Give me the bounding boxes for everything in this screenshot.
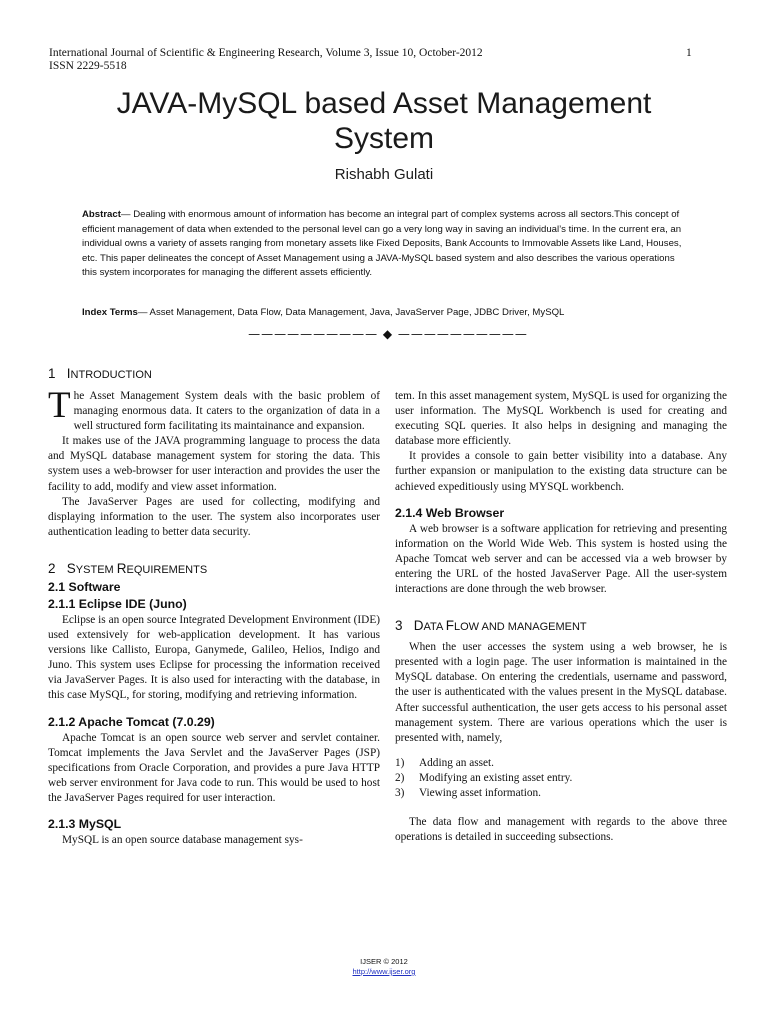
copyright: IJSER © 2012 [360,957,408,966]
list-item [395,771,727,786]
intro-paragraph-2: It makes use of the JAVA programming language to process the data and MySQL database management system for storing the data. This system uses a web-browser for user interaction and provides the user the facility to add, modify and view asset information. [48,435,380,493]
drop-cap: T [48,385,71,426]
section-3-initial-1: D [413,618,424,634]
list-item-number: 1) [395,756,405,769]
right-column [395,389,727,845]
title-line-2: System [333,122,435,155]
mysql-paragraph-cont: tem. In this asset management system, MySQL is used for organizing the user information. The MySQL Workbench is used for creating and executing SQL queries. It also helps in designing and managing the database more efficiently. [395,390,727,448]
subsection-2-1-2: 2.1.2 Apache Tomcat (7.0.29) [48,714,215,729]
section-divider: —————————— ◆ —————————— [248,327,528,341]
browser-paragraph: A web browser is a software application for retrieving and presenting information on the World Wide Web. This system is hosted using the Apache Tomcat web server and can be accessed via a web browser by entering the URL of the hosted JavaServer Page. All the user-system interactions are done through the web browser. [395,522,727,596]
list-item-number: 2) [395,771,405,784]
list-item-text: Modifying an existing asset entry. [419,771,573,784]
section-3-number: 3 [395,618,403,634]
section-1-heading [48,365,380,384]
section-2-number: 2 [48,560,56,576]
list-item-text: Viewing asset information. [419,786,541,799]
subsection-2-1: 2.1 Software [48,579,121,594]
section-1-number: 1 [48,366,56,381]
intro-paragraph-3: The JavaServer Pages are used for collecting, modifying and displaying information to the user. The system also incorporates user authentication leading to better data security. [48,495,380,538]
subsection-2-1-3: 2.1.3 MySQL [48,816,122,831]
section-1-title-initial: I [66,366,71,381]
mysql-paragraph-2: It provides a console to gain better visibility into a database. Any further expansion or manipulation to the existing data structure can be achieved expeditiously using MYSQL workbench. [395,450,727,493]
list-item [395,786,727,801]
index-terms [82,306,690,321]
paper-title [40,86,728,156]
abstract-dash: — [120,209,134,220]
list-item-text: Adding an asset. [419,756,494,769]
issn: ISSN 2229-5518 [49,60,127,72]
mysql-paragraph: MySQL is an open source database management sys- [62,833,303,846]
section-3-heading [395,617,727,636]
operations-list [395,756,727,801]
index-terms-label: Index Terms [82,307,138,318]
abstract-text: Dealing with enormous amount of information has become an integral part of complex systems across all sectors.This concept of efficient management of data when extended to the personal level can go a very long way in saving an individual’s time. In the current era, an individual owns a variety of assets ranging from monetary assets like Fixed Deposits, Bank Accounts to Immovable Assets like Land, Houses, etc. This paper delineates the concept of Asset Management using a JAVA-MySQL based system and also describes the various operations this system incorporates for managing the different assets efficiently. [82,209,682,278]
journal-link[interactable]: http://www.ijser.org [352,967,416,976]
index-terms-text: Asset Management, Data Flow, Data Management, Java, JavaServer Page, JDBC Driver, MySQL [149,307,565,318]
section-2-rest-2: EQUIREMENTS [126,563,208,576]
subsection-2-1-4: 2.1.4 Web Browser [395,505,505,520]
abstract-label: Abstract [82,209,121,220]
page-number: 1 [686,47,692,59]
section-1-title-rest: NTRODUCTION [70,369,152,381]
intro-paragraph-1 [48,385,380,434]
index-terms-dash: — [137,307,150,318]
list-item-number: 3) [395,786,405,799]
left-column [48,365,380,848]
dataflow-summary-paragraph: The data flow and management with regards to the above three operations is detailed in succeeding subsections. [395,816,727,844]
subsection-2-1-1: 2.1.1 Eclipse IDE (Juno) [48,596,187,611]
author: Rishabh Gulati [334,166,434,183]
list-item [395,756,727,771]
intro-p1-text: he Asset Management System deals with the basic problem of managing enormous data. It caters to the organization of data in a well structured form facilitating its maintainance and expansion. [73,390,380,433]
title-line-1: JAVA-MySQL based Asset Management [116,87,652,120]
eclipse-paragraph: Eclipse is an open source Integrated Development Environment (IDE) used extensively for web-application development. It has various versions like Callisto, Europa, Ganymede, Galileo, Helios, Indigo and Juno. This system uses Eclipse for processing the information received via JavaServer Pages. It is also used for interacting with the database, in this case MySQL, for storing, modifying and retrieving information. [48,613,380,702]
dataflow-paragraph: When the user accesses the system using a web browser, he is presented with a login page. The user information is maintained in the MySQL database. On entering the credentials, username and password, the user is authenticated with the values present in the MySQL database. After successful authentication, the user gets access to his personal asset management system. There are various operations which the user is presented with, namely, [395,641,727,744]
section-3-rest-1: ATA [423,621,446,634]
section-3-initial-2: F [445,618,454,634]
section-2-initial-2: R [116,560,127,576]
page-footer [0,957,768,977]
tomcat-paragraph: Apache Tomcat is an open source web server and servlet container. Tomcat implements the Java Servlet and the JavaServer Pages (JSP) specifications from Oracle Corporation, and provides a pure Java HTTP web server environment for Java code to run. This would be used to host the JavaServer Pages required for user interaction. [48,731,380,804]
journal-header: International Journal of Scientific & Engineering Research, Volume 3, Issue 10, October-2012 [49,47,483,59]
abstract [82,208,690,281]
section-2-rest-1: YSTEM [75,563,117,576]
section-2-heading [48,560,380,579]
section-2-initial-1: S [66,560,76,576]
section-3-rest-2: LOW AND MANAGEMENT [454,621,587,634]
